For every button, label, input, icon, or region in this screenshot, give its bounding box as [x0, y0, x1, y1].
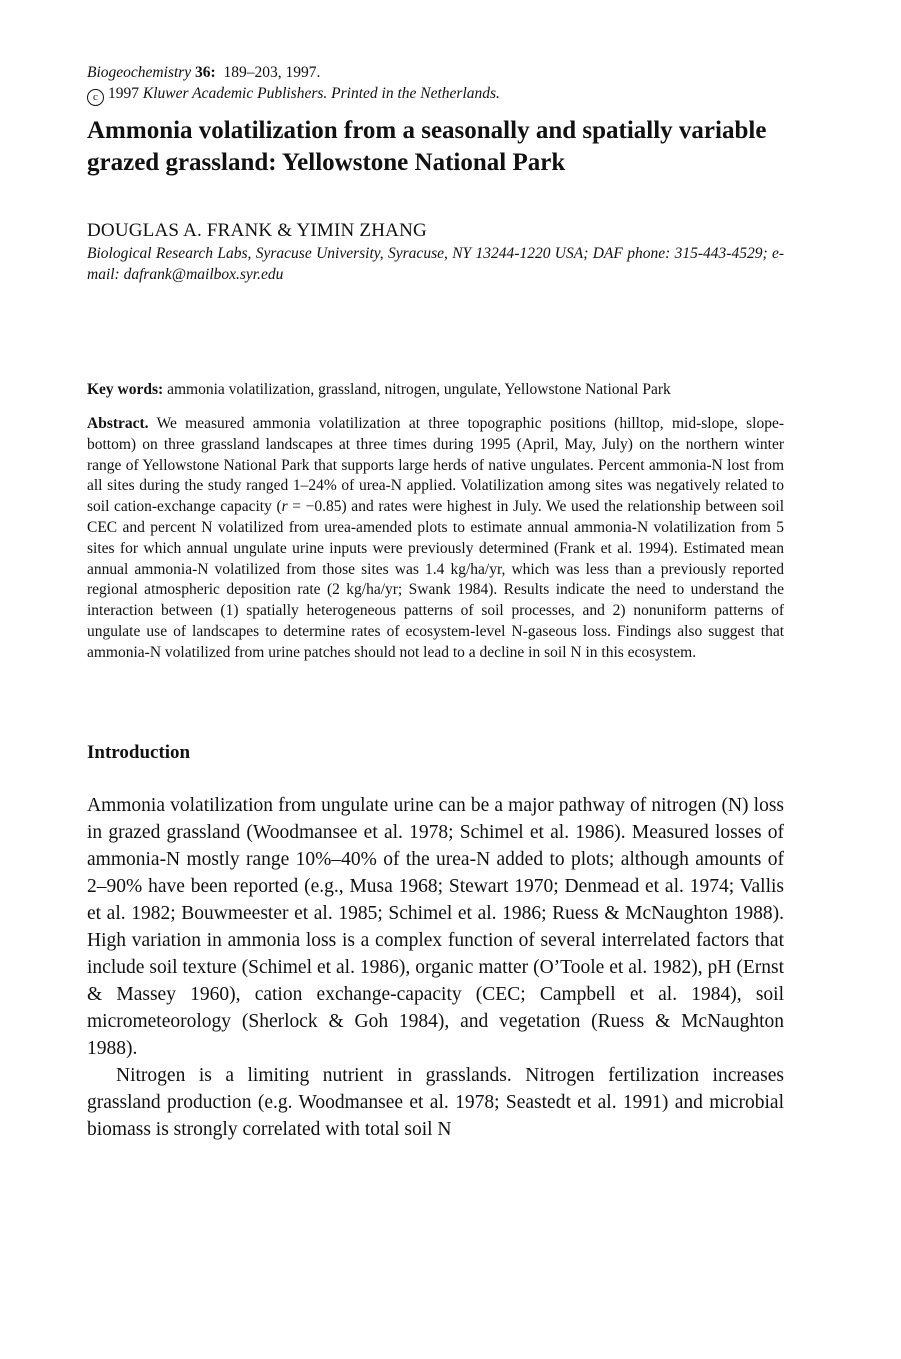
abstract-text-part-1: We measured ammonia volatilization at three topographic positions (hilltop, mid-slope, slope-bottom) on three grassland landscapes at three times during 1995 (April, May, July) on the northern winter range of Yellowstone National Park that supports large herds of native ungulates. Percent ammonia-N lost from all sites during the study ranged 1–24% of urea-N applied. Volatilization among sites was negatively related to soil cation-exchange capacity (: [87, 415, 784, 516]
introduction-paragraph-1: Ammonia volatilization from ungulate urine can be a major pathway of nitrogen (N) loss in grazed grassland (Woodmansee et al. 1978; Schimel et al. 1986). Measured losses of ammonia-N mostly range 10%–40% of the urea-N added to plots; although amounts of 2–90% have been reported (e.g., Musa 1968; Stewart 1970; Denmead et al. 1974; Vallis et al. 1982; Bouwmeester et al. 1985; Schimel et al. 1986; Ruess & McNaughton 1988). High variation in ammonia loss is a complex function of several interrelated factors that include soil texture (Schimel et al. 1986), organic matter (O’Toole et al. 1982), pH (Ernst & Massey 1960), cation exchange-capacity (CEC; Campbell et al. 1984), soil micrometeorology (Sherlock & Goh 1984), and vegetation (Ruess & McNaughton 1988).: [87, 794, 784, 1059]
abstract-r-symbol: r: [281, 498, 288, 516]
journal-pages-year: 189–203, 1997.: [223, 64, 321, 81]
keywords-label: Key words:: [87, 381, 164, 398]
introduction-paragraph-2: Nitrogen is a limiting nutrient in grasslands. Nitrogen fertilization increases grassland production (e.g. Woodmansee et al. 1978; Seastedt et al. 1991) and microbial biomass is strongly correlated with total soil N: [87, 1064, 784, 1140]
copyright-year: 1997: [108, 85, 139, 102]
author-affiliation: Biological Research Labs, Syracuse University, Syracuse, NY 13244-1220 USA; DAF phone: 315-443-4529; e-mail: dafrank@mailbox.syr.edu: [87, 245, 784, 283]
copyright-line: [87, 83, 784, 106]
abstract-label: Abstract.: [87, 415, 149, 432]
introduction-body: [87, 792, 784, 1143]
section-heading-introduction: Introduction: [87, 741, 191, 763]
author-list: DOUGLAS A. FRANK & YIMIN ZHANG: [87, 220, 427, 241]
journal-volume: 36:: [195, 64, 216, 81]
keywords: [87, 379, 784, 400]
citation-line: [87, 62, 784, 83]
copyright-icon: c: [87, 89, 104, 106]
publisher-note: Kluwer Academic Publishers. Printed in the Netherlands.: [142, 85, 500, 102]
article-page: [87, 62, 784, 1143]
article-title: Ammonia volatilization from a seasonally and spatially variable grazed grassland: Yellowstone National Park: [87, 117, 767, 176]
journal-name: Biogeochemistry: [87, 64, 192, 81]
abstract-text-part-2: = −0.85) and rates were highest in July. We used the relationship between soil CEC and percent N volatilized from urea-amended plots to estimate annual ammonia-N volatilization from 5 sites for which annual ungulate urine inputs were previously determined (Frank et al. 1994). Estimated mean annual ammonia-N volatilized from those sites was 1.4 kg/ha/yr, which was less than a previously reported regional atmospheric deposition rate (2 kg/ha/yr; Swank 1984). Results indicate the need to understand the interaction between (1) spatially heterogeneous patterns of soil processes, and 2) nonuniform patterns of ungulate use of landscapes to determine rates of ecosystem-level N-gaseous loss. Findings also suggest that ammonia-N volatilized from urine patches should not lead to a decline in soil N in this ecosystem.: [87, 498, 785, 661]
keywords-text: ammonia volatilization, grassland, nitrogen, ungulate, Yellowstone National Park: [167, 381, 671, 398]
abstract: [87, 414, 784, 664]
